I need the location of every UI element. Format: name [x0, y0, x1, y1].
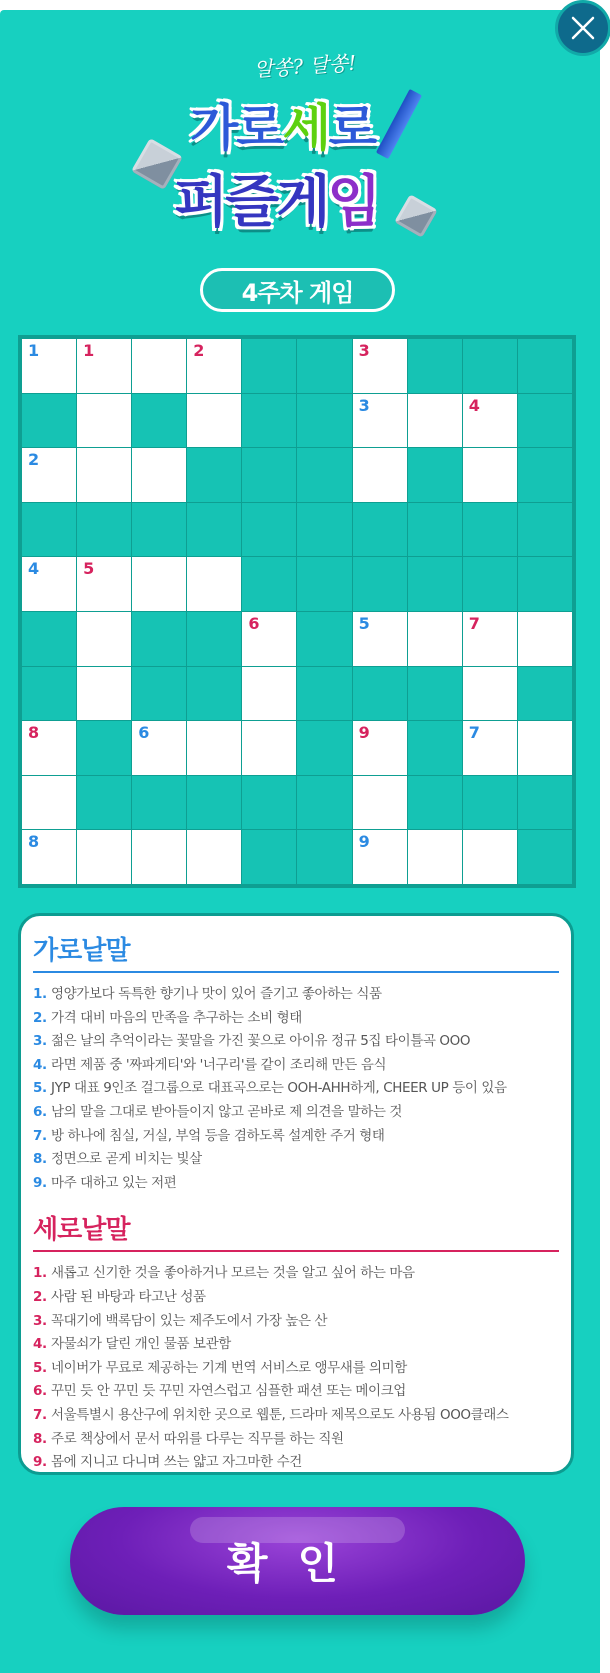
grid-block [187, 612, 241, 666]
grid-cell[interactable] [132, 339, 186, 393]
grid-block [242, 503, 296, 557]
confirm-button[interactable]: 확인 [70, 1507, 525, 1615]
down-number: 4 [468, 395, 480, 415]
clue-item [33, 1380, 559, 1404]
across-clue-list [33, 983, 559, 1195]
grid-cell[interactable] [77, 612, 131, 666]
grid-block [463, 503, 517, 557]
subtitle: 알쏭? 달쏭! [253, 50, 358, 82]
grid-block [22, 394, 76, 448]
grid-block [518, 667, 572, 721]
grid-cell[interactable] [463, 448, 517, 502]
clue-item [33, 1262, 559, 1286]
clue-number: 5. [33, 1080, 47, 1097]
clue-number: 8. [33, 1151, 47, 1168]
title-logo [130, 50, 470, 255]
grid-block [518, 394, 572, 448]
clue-text: 몸에 지니고 다니며 쓰는 얇고 자그마한 수건 [51, 1454, 302, 1471]
grid-cell[interactable] [242, 667, 296, 721]
clue-text: 자물쇠가 달린 개인 물품 보관함 [51, 1336, 231, 1353]
clue-item [33, 983, 559, 1007]
grid-block [297, 557, 351, 611]
across-title: 가로낱말 [33, 930, 559, 973]
grid-cell[interactable] [242, 612, 296, 666]
grid-cell[interactable] [187, 721, 241, 775]
close-button[interactable] [555, 0, 610, 56]
clue-item [33, 1451, 559, 1475]
down-title: 세로낱말 [33, 1209, 559, 1252]
clue-text: 영양가보다 독특한 향기나 맛이 있어 즐기고 좋아하는 식품 [51, 986, 382, 1002]
grid-block [22, 667, 76, 721]
grid-block [77, 776, 131, 830]
clue-text: 꼭대기에 백록담이 있는 제주도에서 가장 높은 산 [51, 1312, 328, 1329]
grid-cell[interactable] [242, 721, 296, 775]
grid-block [297, 667, 351, 721]
grid-block [297, 339, 351, 393]
clue-text: 서울특별시 용산구에 위치한 곳으로 웹툰, 드라마 제목으로도 사용됨 OOO클래스 [51, 1406, 509, 1423]
grid-cell[interactable] [408, 830, 462, 884]
grid-block [518, 339, 572, 393]
grid-block [408, 448, 462, 502]
grid-block [463, 776, 517, 830]
across-number: 2 [28, 450, 40, 470]
grid-cell[interactable] [187, 830, 241, 884]
crossword-grid [18, 335, 576, 888]
down-clue-list [33, 1262, 559, 1474]
clue-text: 주로 책상에서 문서 따위를 다루는 직무를 하는 직원 [51, 1430, 344, 1447]
clue-text: 방 하나에 침실, 거실, 부엌 등을 겸하도록 설계한 주거 형태 [51, 1127, 385, 1144]
clue-text: 라면 제품 중 '짜파게티'와 '너구리'를 같이 조리해 만든 음식 [51, 1056, 387, 1073]
clue-item [33, 1428, 559, 1452]
grid-cell[interactable] [77, 667, 131, 721]
clue-item [33, 1310, 559, 1334]
title-part-accent: 임 [327, 170, 379, 235]
title-line-1 [190, 88, 375, 160]
across-number: 8 [28, 832, 40, 852]
grid-cell[interactable] [408, 612, 462, 666]
grid-block [518, 448, 572, 502]
across-number: 3 [358, 395, 370, 415]
clue-item [33, 1054, 559, 1078]
title-part: 퍼즐게 [174, 170, 328, 235]
puzzle-panel [0, 10, 600, 1673]
grid-cell[interactable] [463, 394, 517, 448]
grid-block [242, 776, 296, 830]
clue-text: 네이버가 무료로 제공하는 기계 번역 서비스로 앵무새를 의미함 [51, 1359, 407, 1376]
grid-block [353, 557, 407, 611]
grid-block [77, 503, 131, 557]
grid-block [132, 667, 186, 721]
clue-number: 8. [33, 1430, 47, 1447]
clue-number: 2. [33, 1288, 47, 1305]
clue-number: 4. [33, 1056, 47, 1073]
title-line-2 [174, 158, 378, 238]
grid-cell[interactable] [132, 830, 186, 884]
clue-number: 6. [33, 1383, 47, 1400]
clue-item [33, 1286, 559, 1310]
grid-block [463, 557, 517, 611]
grid-block [132, 394, 186, 448]
down-number: 7 [468, 613, 480, 633]
across-number: 9 [358, 832, 370, 852]
grid-cell[interactable] [518, 721, 572, 775]
grid-cell[interactable] [77, 394, 131, 448]
clue-item [33, 1172, 559, 1196]
grid-cell[interactable] [132, 448, 186, 502]
grid-block [408, 557, 462, 611]
grid-block [297, 830, 351, 884]
pencil-icon [376, 89, 422, 159]
grid-block [22, 503, 76, 557]
clue-item [33, 1404, 559, 1428]
grid-cell[interactable] [408, 394, 462, 448]
grid-cell[interactable] [22, 776, 76, 830]
grid-cell[interactable] [463, 830, 517, 884]
clue-text: JYP 대표 9인조 걸그룹으로 대표곡으로는 OOH-AHH하게, CHEER UP 등이 있음 [51, 1080, 507, 1097]
clue-item [33, 1007, 559, 1031]
grid-cell[interactable] [77, 830, 131, 884]
title-part-accent: 세 [282, 99, 329, 157]
grid-block [518, 776, 572, 830]
across-number: 1 [28, 341, 40, 360]
across-number: 6 [138, 723, 150, 743]
grid-block [297, 448, 351, 502]
grid-cell[interactable] [77, 448, 131, 502]
grid-block [242, 557, 296, 611]
grid-cell[interactable] [187, 394, 241, 448]
clue-item [33, 1077, 559, 1101]
clue-text: 사람 된 바탕과 타고난 성품 [51, 1288, 206, 1305]
grid-block [22, 612, 76, 666]
grid-cell[interactable] [353, 776, 407, 830]
grid-cell[interactable] [353, 394, 407, 448]
grid-block [187, 448, 241, 502]
grid-cell[interactable] [77, 339, 131, 393]
week-badge: 4주차 게임 [200, 268, 395, 312]
grid-block [242, 339, 296, 393]
clue-number: 5. [33, 1359, 47, 1376]
clue-number: 3. [33, 1312, 47, 1329]
clue-number: 1. [33, 1265, 47, 1282]
grid-cell[interactable] [463, 721, 517, 775]
clue-text: 꾸민 듯 안 꾸민 듯 꾸민 자연스럽고 심플한 패션 또는 메이크업 [51, 1383, 406, 1400]
down-number: 5 [83, 559, 95, 579]
clue-text: 정면으로 곧게 비치는 빛살 [51, 1151, 202, 1168]
clue-text: 가격 대비 마음의 만족을 추구하는 소비 형태 [51, 1009, 302, 1026]
clue-number: 4. [33, 1336, 47, 1353]
grid-cell[interactable] [353, 721, 407, 775]
grid-block [187, 503, 241, 557]
grid-cell[interactable] [77, 557, 131, 611]
clue-text: 남의 말을 그대로 받아들이지 않고 곧바로 제 의견을 말하는 것 [51, 1103, 403, 1120]
grid-cell[interactable] [22, 721, 76, 775]
grid-cell[interactable] [518, 612, 572, 666]
clue-number: 1. [33, 986, 47, 1002]
grid-block [187, 667, 241, 721]
grid-cell[interactable] [132, 721, 186, 775]
grid-block [77, 721, 131, 775]
clue-item [33, 1333, 559, 1357]
down-number: 2 [193, 341, 205, 360]
grid-cell[interactable] [353, 612, 407, 666]
clue-number: 9. [33, 1174, 47, 1191]
grid-block [463, 339, 517, 393]
across-number: 4 [28, 559, 40, 579]
down-number: 6 [248, 613, 260, 633]
across-number: 5 [358, 613, 370, 633]
grid-block [408, 667, 462, 721]
clue-item [33, 1101, 559, 1125]
grid-block [242, 394, 296, 448]
grid-block [297, 394, 351, 448]
grid-block [242, 830, 296, 884]
cube-icon [394, 194, 438, 238]
grid-cell[interactable] [187, 557, 241, 611]
grid-block [518, 557, 572, 611]
clue-number: 2. [33, 1009, 47, 1026]
clue-number: 9. [33, 1454, 47, 1471]
title-part: 가로 [190, 99, 283, 157]
grid-cell[interactable] [132, 557, 186, 611]
grid-block [297, 721, 351, 775]
across-number: 7 [468, 723, 480, 743]
down-number: 1 [83, 341, 95, 360]
grid-block [353, 503, 407, 557]
grid-cell[interactable] [22, 557, 76, 611]
close-icon [568, 13, 598, 43]
clue-number: 6. [33, 1103, 47, 1120]
grid-block [408, 503, 462, 557]
clue-item [33, 1357, 559, 1381]
clue-text: 새롭고 신기한 것을 좋아하거나 모르는 것을 알고 싶어 하는 마음 [51, 1265, 415, 1282]
clue-text: 마주 대하고 있는 저편 [51, 1174, 177, 1191]
grid-block [353, 667, 407, 721]
clue-item [33, 1148, 559, 1172]
grid-block [297, 612, 351, 666]
clue-item [33, 1125, 559, 1149]
title-part: 로 [328, 99, 376, 157]
grid-block [132, 612, 186, 666]
grid-cell[interactable] [22, 830, 76, 884]
grid-block [408, 339, 462, 393]
grid-block [518, 503, 572, 557]
grid-block [297, 776, 351, 830]
grid-block [297, 503, 351, 557]
grid-block [187, 776, 241, 830]
down-number: 9 [358, 723, 370, 743]
grid-cell[interactable] [463, 667, 517, 721]
grid-cell[interactable] [353, 339, 407, 393]
grid-block [408, 776, 462, 830]
grid-cell[interactable] [22, 448, 76, 502]
down-number: 3 [358, 341, 370, 360]
grid-cell[interactable] [353, 830, 407, 884]
grid-cell[interactable] [187, 339, 241, 393]
down-number: 8 [28, 723, 40, 743]
grid-cell[interactable] [22, 339, 76, 393]
grid-block [518, 830, 572, 884]
grid-block [408, 721, 462, 775]
grid-block [242, 448, 296, 502]
clue-item [33, 1030, 559, 1054]
clue-number: 3. [33, 1033, 47, 1050]
grid-cell[interactable] [353, 448, 407, 502]
grid-cell[interactable] [463, 612, 517, 666]
grid-block [132, 776, 186, 830]
grid-block [132, 503, 186, 557]
clue-number: 7. [33, 1406, 47, 1423]
clues-box [18, 913, 574, 1475]
clue-text: 젊은 날의 추억이라는 꽃말을 가진 꽃으로 아이유 정규 5집 타이틀곡 OOO [51, 1033, 471, 1050]
clue-number: 7. [33, 1127, 47, 1144]
